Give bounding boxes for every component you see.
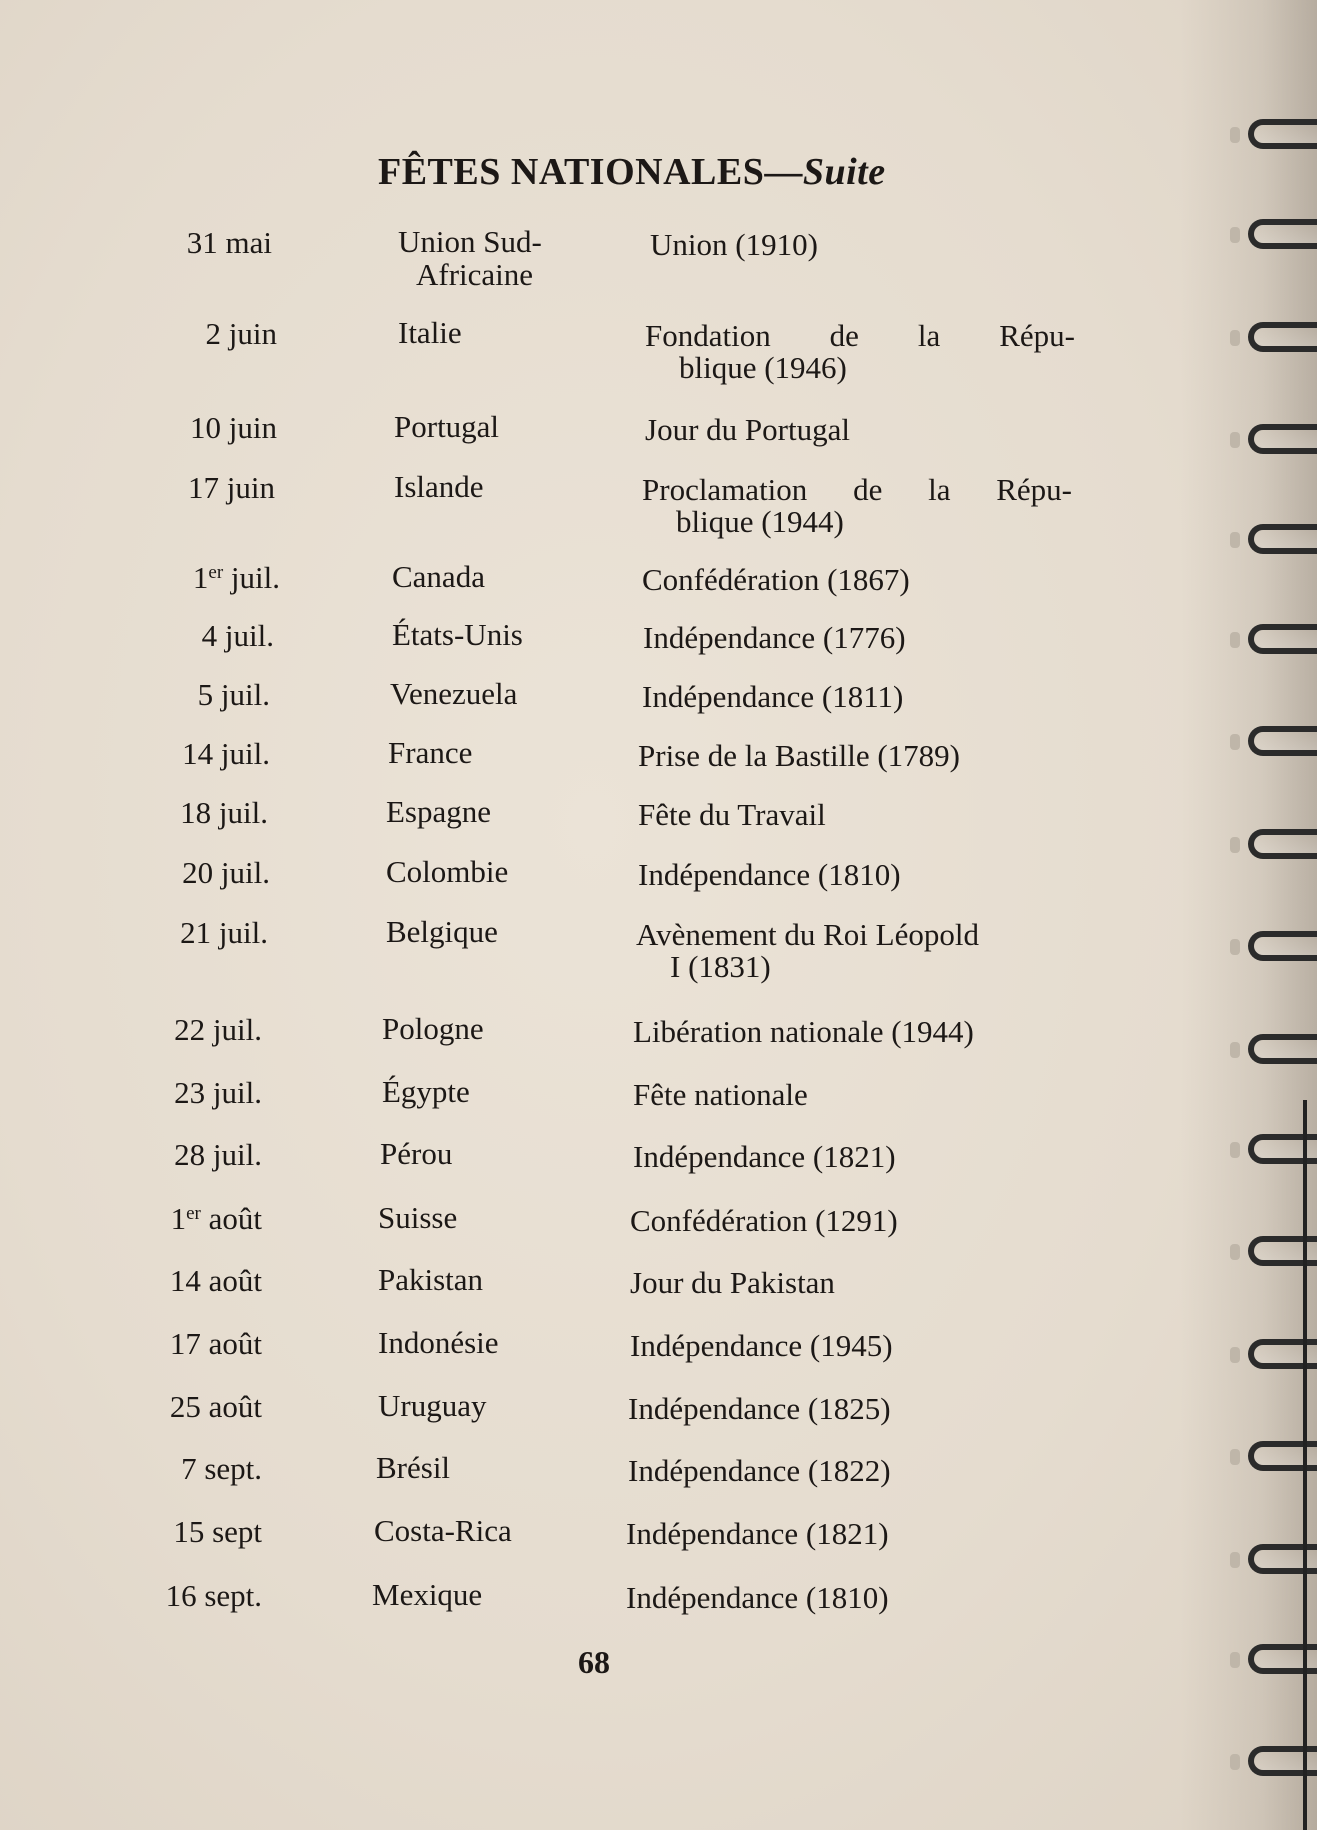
country-name-continued: Africaine	[416, 257, 534, 292]
event-cell	[626, 1582, 1056, 1614]
country-name: Venezuela	[390, 676, 518, 711]
date-day: 2 juin	[205, 316, 277, 351]
event-text: Indépendance (1810)	[638, 857, 901, 892]
event-text: Avènement du Roi Léopold	[636, 917, 979, 952]
event-cell	[645, 320, 1075, 384]
date-cell	[126, 618, 274, 654]
binding-ring	[1230, 1030, 1317, 1070]
table-row	[0, 1201, 1180, 1261]
punch-hole	[1230, 127, 1240, 143]
country-name: Pérou	[380, 1136, 453, 1171]
event-cell	[645, 414, 1075, 446]
event-cell	[630, 1267, 1060, 1299]
punch-hole	[1230, 330, 1240, 346]
binding-ring	[1230, 927, 1317, 967]
date-cell	[124, 225, 272, 261]
date-day: 17 août	[169, 1326, 262, 1361]
table-row	[0, 1578, 1180, 1638]
table-row	[0, 1514, 1180, 1574]
event-cell	[638, 799, 1068, 831]
country-cell	[398, 316, 462, 349]
punch-hole	[1230, 1347, 1240, 1363]
date-day: 31 mai	[186, 225, 272, 260]
country-cell	[388, 736, 472, 769]
country-cell	[398, 225, 542, 291]
country-name: Italie	[398, 315, 462, 350]
country-name: Suisse	[378, 1200, 458, 1235]
event-text: Jour du Pakistan	[630, 1265, 835, 1300]
date-month: juil.	[223, 560, 280, 595]
table-row	[0, 1075, 1180, 1135]
country-cell	[378, 1326, 499, 1359]
date-cell	[114, 1137, 262, 1173]
event-text: Libération nationale (1944)	[633, 1014, 974, 1049]
table-row	[0, 560, 1180, 620]
page-number: 68	[578, 1644, 610, 1680]
date-month: août	[200, 1201, 262, 1236]
date-cell	[122, 677, 270, 713]
country-cell	[378, 1263, 483, 1296]
binding-ring	[1230, 620, 1317, 660]
binding-ring	[1230, 722, 1317, 762]
date-day: 20 juil.	[182, 855, 270, 890]
ring-wire	[1248, 424, 1317, 454]
punch-hole	[1230, 1449, 1240, 1465]
date-cell	[114, 1201, 262, 1237]
date-cell	[120, 915, 268, 951]
date-cell	[114, 1326, 262, 1362]
country-name: Costa-Rica	[374, 1513, 512, 1548]
event-cell	[642, 564, 1072, 596]
country-name: Pologne	[382, 1011, 484, 1046]
date-cell	[114, 1389, 262, 1425]
date-day: 14 juil.	[182, 736, 270, 771]
binding-spine	[1303, 1100, 1307, 1830]
country-name: Espagne	[386, 794, 492, 829]
punch-hole	[1230, 734, 1240, 750]
event-text: Union (1910)	[650, 227, 818, 262]
event-cell	[650, 229, 1080, 261]
event-cell	[638, 740, 1068, 772]
country-cell	[394, 410, 499, 443]
country-cell	[390, 677, 517, 710]
punch-hole	[1230, 1244, 1240, 1260]
ring-wire	[1248, 726, 1317, 756]
event-cell	[628, 1455, 1058, 1487]
date-day: 4 juil.	[201, 618, 274, 653]
date-day: 14 août	[169, 1263, 262, 1298]
ring-wire	[1248, 1034, 1317, 1064]
ring-wire	[1248, 524, 1317, 554]
country-cell	[392, 618, 523, 651]
date-cell	[114, 1263, 262, 1299]
country-cell	[382, 1012, 484, 1045]
event-text: Indépendance (1821)	[633, 1139, 896, 1174]
date-cell	[114, 1451, 262, 1487]
date-ordinal: er	[186, 1203, 201, 1224]
event-cell	[630, 1330, 1060, 1362]
table-row	[0, 736, 1180, 796]
binding-ring	[1230, 825, 1317, 865]
date-cell	[122, 736, 270, 772]
event-cell	[633, 1016, 1063, 1048]
date-cell	[120, 795, 268, 831]
event-text: Proclamation de la Répu-	[642, 472, 1072, 507]
country-name: Colombie	[386, 854, 509, 889]
date-cell	[122, 855, 270, 891]
ring-wire	[1248, 219, 1317, 249]
punch-hole	[1230, 227, 1240, 243]
ring-wire	[1248, 624, 1317, 654]
binding-ring	[1230, 215, 1317, 255]
country-cell	[372, 1578, 482, 1611]
binding-ring	[1230, 115, 1317, 155]
title-main: FÊTES NATIONALES—	[378, 151, 803, 193]
date-day: 21 juil.	[180, 915, 268, 950]
date-day: 22 juil.	[174, 1012, 262, 1047]
country-cell	[382, 1075, 470, 1108]
country-name: Uruguay	[378, 1388, 487, 1423]
event-text: Indépendance (1821)	[626, 1516, 889, 1551]
country-name: Union Sud-	[398, 224, 542, 259]
date-day: 7 sept.	[181, 1451, 262, 1486]
date-day: 5 juil.	[197, 677, 270, 712]
event-text: Indépendance (1822)	[628, 1453, 891, 1488]
event-cell	[638, 859, 1068, 891]
punch-hole	[1230, 1652, 1240, 1668]
date-day: 23 juil.	[174, 1075, 262, 1110]
event-text: Prise de la Bastille (1789)	[638, 738, 960, 773]
event-text: Indépendance (1945)	[630, 1328, 893, 1363]
country-name: Portugal	[394, 409, 500, 444]
event-cell	[633, 1079, 1063, 1111]
date-day: 15 sept	[173, 1514, 262, 1549]
event-cell	[642, 474, 1072, 538]
punch-hole	[1230, 1142, 1240, 1158]
event-cell	[628, 1393, 1058, 1425]
country-cell	[378, 1389, 486, 1422]
event-text: Confédération (1867)	[642, 562, 910, 597]
table-row	[0, 469, 1180, 539]
table-row	[0, 315, 1180, 385]
country-name: Brésil	[376, 1450, 451, 1485]
table-row	[0, 855, 1180, 915]
date-day: 16 sept.	[165, 1578, 262, 1613]
event-text: Indépendance (1811)	[642, 679, 904, 714]
punch-hole	[1230, 837, 1240, 853]
table-row	[0, 795, 1180, 855]
date-ordinal: er	[208, 562, 224, 583]
date-cell	[114, 1514, 262, 1550]
punch-hole	[1230, 532, 1240, 548]
country-name: Indonésie	[378, 1325, 499, 1360]
date-cell	[129, 410, 277, 446]
event-text-continued: blique (1946)	[679, 350, 847, 385]
country-cell	[386, 795, 491, 828]
date-day: 25 août	[169, 1389, 262, 1424]
punch-hole	[1230, 1552, 1240, 1568]
binding-ring	[1230, 318, 1317, 358]
country-cell	[386, 855, 508, 888]
country-name: Pakistan	[378, 1262, 484, 1297]
event-text-continued: I (1831)	[670, 949, 771, 984]
table-row	[0, 1326, 1180, 1386]
date-day: 18 juil.	[180, 795, 268, 830]
table-row	[0, 1263, 1180, 1323]
date-day: 1	[192, 560, 209, 595]
title-suite: Suite	[802, 151, 886, 193]
country-cell	[374, 1514, 512, 1547]
country-cell	[392, 560, 485, 593]
date-day: 28 juil.	[174, 1137, 262, 1172]
ring-wire	[1248, 829, 1317, 859]
date-cell	[129, 316, 277, 352]
binding-ring	[1230, 420, 1317, 460]
country-name: Mexique	[372, 1577, 483, 1612]
event-text: Indépendance (1776)	[643, 620, 906, 655]
table-row	[0, 618, 1180, 678]
date-cell	[114, 1578, 262, 1614]
date-cell	[114, 1012, 262, 1048]
event-text-continued: blique (1944)	[676, 504, 844, 539]
event-cell	[643, 622, 1073, 654]
date-day: 10 juin	[190, 410, 277, 445]
event-cell	[630, 1205, 1060, 1237]
country-name: Islande	[394, 469, 484, 504]
table-row	[0, 1389, 1180, 1449]
country-cell	[376, 1451, 450, 1484]
country-name: États-Unis	[392, 617, 523, 652]
ring-wire	[1248, 931, 1317, 961]
table-row	[0, 677, 1180, 737]
table-row	[0, 1451, 1180, 1511]
table-row	[0, 224, 1180, 292]
event-text: Confédération (1291)	[630, 1203, 898, 1238]
country-name: France	[388, 735, 473, 770]
event-text: Jour du Portugal	[645, 412, 850, 447]
punch-hole	[1230, 1754, 1240, 1770]
table-row	[0, 410, 1180, 470]
country-cell	[380, 1137, 452, 1170]
event-cell	[642, 681, 1072, 713]
event-cell	[633, 1141, 1063, 1173]
punch-hole	[1230, 432, 1240, 448]
punch-hole	[1230, 939, 1240, 955]
table-row	[0, 1012, 1180, 1072]
country-name: Canada	[392, 559, 485, 594]
event-text: Fondation de la Répu-	[645, 318, 1075, 353]
binding-ring	[1230, 520, 1317, 560]
event-text: Fête nationale	[633, 1077, 808, 1112]
country-cell	[394, 470, 484, 503]
date-cell	[127, 470, 275, 506]
punch-hole	[1230, 632, 1240, 648]
country-name: Égypte	[382, 1074, 470, 1109]
punch-hole	[1230, 1042, 1240, 1058]
event-text: Fête du Travail	[638, 797, 826, 832]
event-text: Indépendance (1825)	[628, 1391, 891, 1426]
country-cell	[378, 1201, 457, 1234]
ring-wire	[1248, 119, 1317, 149]
ring-wire	[1248, 322, 1317, 352]
event-cell	[626, 1518, 1056, 1550]
table-row	[0, 1137, 1180, 1197]
date-day: 17 juin	[188, 470, 275, 505]
event-cell	[636, 919, 979, 983]
date-day: 1	[170, 1201, 187, 1236]
country-name: Belgique	[386, 914, 498, 949]
date-cell	[132, 560, 280, 596]
table-row	[0, 914, 1180, 984]
page-title	[0, 150, 1317, 194]
country-cell	[386, 915, 498, 948]
date-cell	[114, 1075, 262, 1111]
event-text: Indépendance (1810)	[626, 1580, 889, 1615]
